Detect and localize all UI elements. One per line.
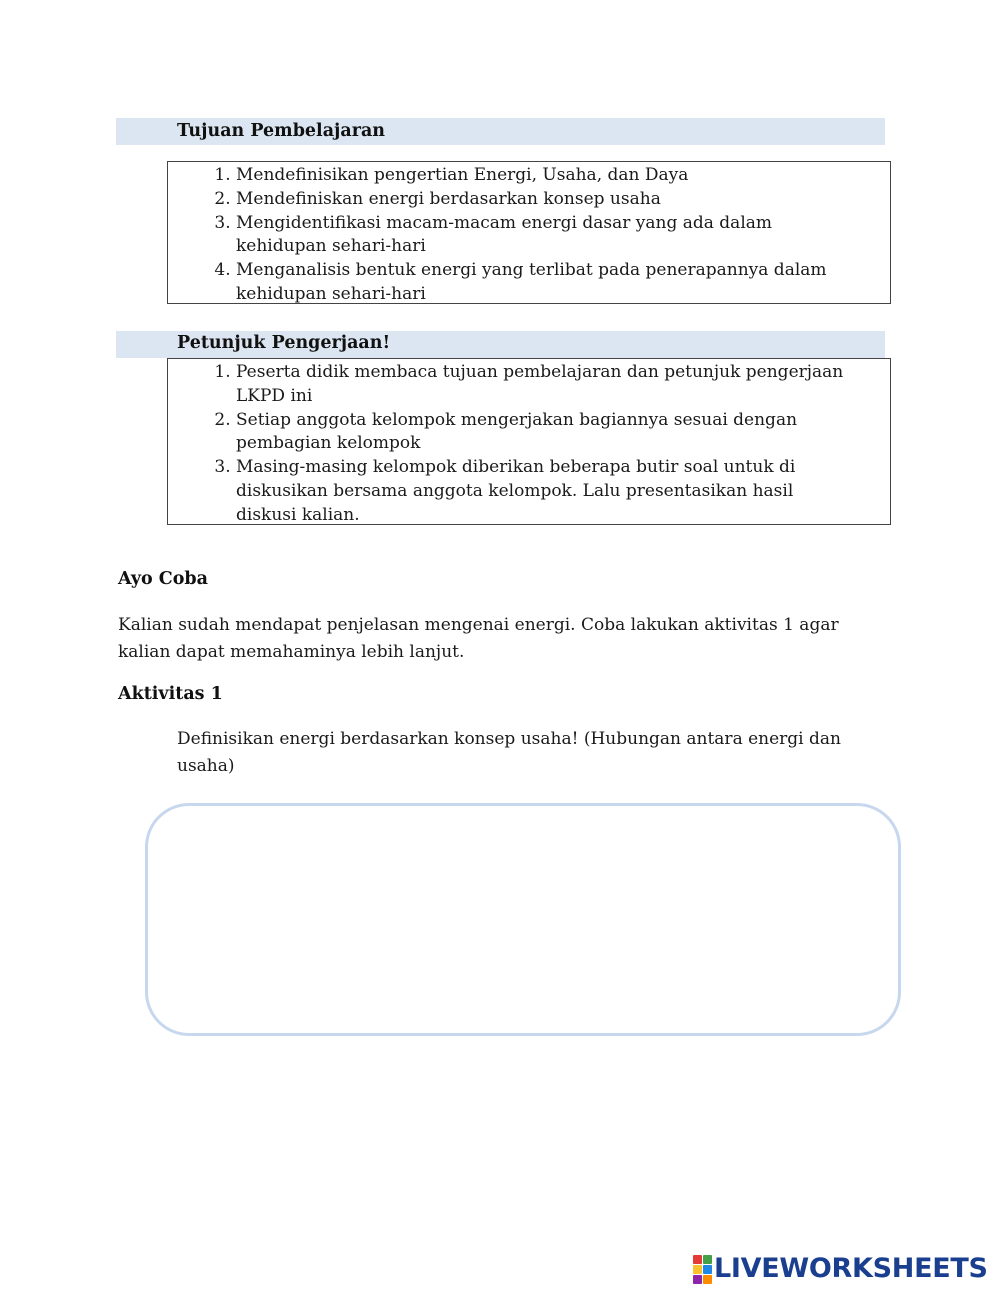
goals-list: [168, 164, 890, 307]
goals-box: [167, 161, 891, 304]
instructions-list: [168, 361, 890, 528]
logo-text: LIVEWORKSHEETS: [714, 1253, 988, 1284]
try-heading: Ayo Coba: [118, 569, 208, 589]
instructions-title: Petunjuk Pengerjaan!: [177, 333, 391, 353]
list-item: 3. Mengidentifikasi macam-macam energi dasar yang ada dalam kehidupan sehari-hari: [236, 212, 890, 260]
activity-question: Definisikan energi berdasarkan konsep usaha! (Hubungan antara energi dan usaha): [177, 729, 841, 776]
list-item: 3. Masing-masing kelompok diberikan beberapa butir soal untuk di diskusikan bersama anggota kelompok. Lalu presentasikan hasil diskusi kalian.: [236, 456, 890, 527]
liveworksheets-logo-icon: [693, 1255, 712, 1284]
list-item: 1. Mendefinisikan pengertian Energi, Usaha, dan Daya: [236, 164, 890, 188]
answer-input[interactable]: [148, 806, 898, 1033]
list-item: 1. Peserta didik membaca tujuan pembelajaran dan petunjuk pengerjaan LKPD ini: [236, 361, 890, 409]
liveworksheets-logo[interactable]: [693, 1254, 988, 1284]
list-item: 2. Mendefiniskan energi berdasarkan konsep usaha: [236, 188, 890, 212]
list-item: 2. Setiap anggota kelompok mengerjakan bagiannya sesuai dengan pembagian kelompok: [236, 409, 890, 457]
try-paragraph: Kalian sudah mendapat penjelasan mengenai energi. Coba lakukan aktivitas 1 agar kalian dapat memahaminya lebih lanjut.: [118, 615, 839, 662]
goals-title: Tujuan Pembelajaran: [177, 121, 386, 141]
list-item: 4. Menganalisis bentuk energi yang terlibat pada penerapannya dalam kehidupan sehari-hari: [236, 259, 890, 307]
answer-box: [145, 803, 901, 1036]
instructions-box: [167, 358, 891, 525]
activity-heading: Aktivitas 1: [118, 684, 223, 704]
